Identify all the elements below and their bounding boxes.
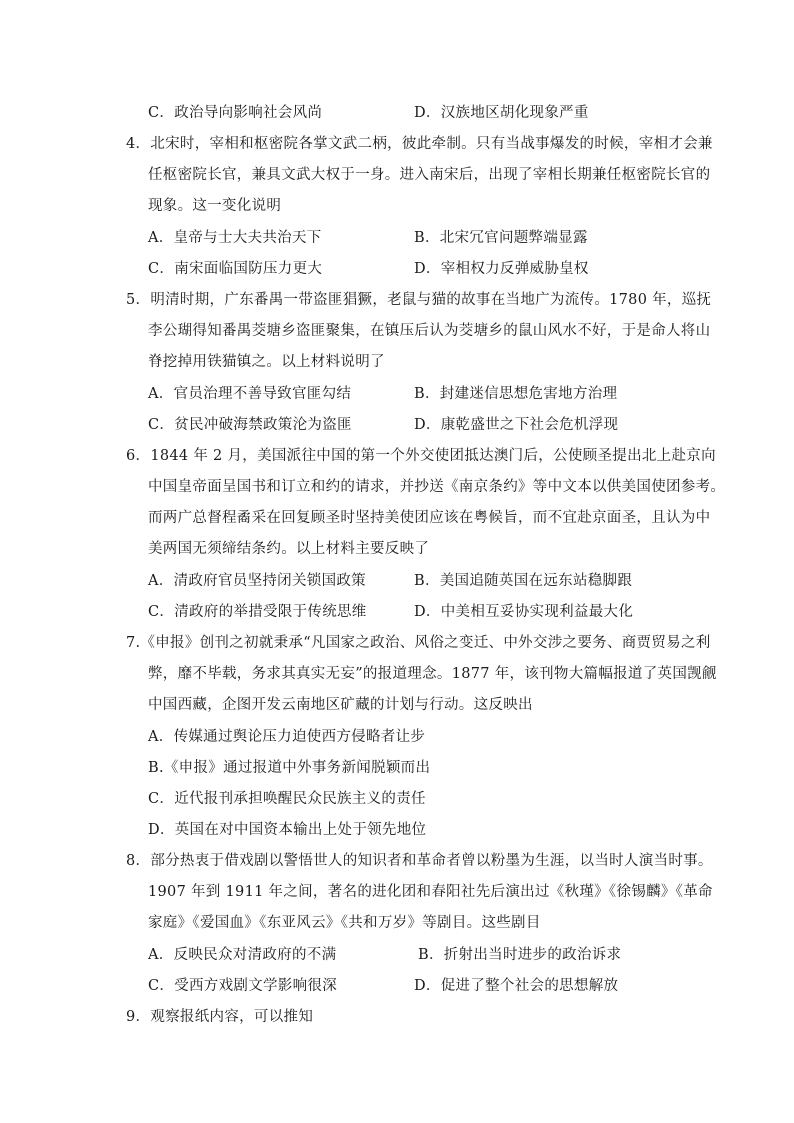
q7-stem-line-2: 弊，靡不毕载，务求其真实无妄”的报道理念。1877 年，该刊物大篇幅报道了英国觊觎	[148, 666, 717, 682]
q6-stem-line-3: 而两广总督程矞采在回复顾圣时坚持美使团应该在粤候旨，而不宜赴京面圣，且认为中	[148, 510, 711, 526]
q8-option-b: B．折射出当时进步的政治诉求	[418, 947, 622, 963]
q6-option-d: D．中美相互妥协实现利益最大化	[414, 604, 634, 620]
q7-option-a: A．传媒通过舆论压力迫使西方侵略者让步	[148, 729, 426, 745]
q8-option-a: A．反映民众对清政府的不满	[148, 947, 337, 963]
q5-option-c: C．贫民冲破海禁政策沦为盗匪	[148, 417, 352, 433]
q5-option-b: B．封建迷信思想危害地方治理	[414, 386, 618, 402]
q7-stem-line-1: 7.《申报》创刊之初就秉承“凡国家之政治、风俗之变迁、中外交涉之要务、商贾贸易之利	[126, 635, 711, 651]
q4-option-c: C．南宋面临国防压力更大	[148, 261, 323, 277]
q6-option-a: A．清政府官员坚持闭关锁国政策	[148, 573, 366, 589]
q7-stem-line-3: 中国西藏，企图开发云南地区矿藏的计划与行动。这反映出	[148, 697, 533, 713]
q6-stem-line-1: 6．1844 年 2 月，美国派往中国的第一个外交使团抵达澳门后，公使顾圣提出北上赴京向	[126, 448, 716, 464]
q9-stem-line-1: 9．观察报纸内容，可以推知	[126, 1009, 314, 1025]
q7-option-d: D．英国在对中国资本输出上处于领先地位	[148, 822, 427, 838]
q7-option-c: C．近代报刊承担唤醒民众民族主义的责任	[148, 791, 426, 807]
q4-stem-line-1: 4．北宋时，宰相和枢密院各掌文武二柄，彼此牵制。只有当战事爆发的时候，宰相才会兼	[126, 136, 713, 152]
q8-stem-line-3: 家庭》《爱国血》《东亚风云》《共和万岁》等剧目。这些剧目	[148, 915, 541, 931]
q4-option-d: D．宰相权力反弹威胁皇权	[414, 261, 589, 277]
q4-option-a: A．皇帝与士大夫共治天下	[148, 230, 322, 246]
q3-option-d: D．汉族地区胡化现象严重	[414, 105, 589, 121]
q8-option-d: D．促进了整个社会的思想解放	[414, 978, 619, 994]
q4-stem-line-2: 任枢密院长官，兼具文武大权于一身。进入南宋后，出现了宰相长期兼任枢密院长官的	[148, 167, 711, 183]
q6-stem-line-2: 中国皇帝面呈国书和订立和约的请求，并抄送《南京条约》等中文本以供美国使团参考。	[148, 479, 726, 495]
q4-stem-line-3: 现象。这一变化说明	[148, 198, 282, 214]
q8-stem-line-2: 1907 年到 1911 年之间，著名的进化团和春阳社先后演出过《秋瑾》《徐锡麟》《革命	[148, 884, 713, 900]
q6-option-c: C．清政府的举措受限于传统思维	[148, 604, 367, 620]
q5-stem-line-2: 李公瑚得知番禺茭塘乡盗匪聚集，在镇压后认为茭塘乡的鼠山风水不好，于是命人将山	[148, 323, 711, 339]
q8-stem-line-1: 8．部分热衷于借戏剧以警悟世人的知识者和革命者曾以粉墨为生涯，以当时人演当时事。	[126, 853, 713, 869]
q3-option-c: C．政治导向影响社会风尚	[148, 105, 323, 121]
q5-option-a: A．官员治理不善导致官匪勾结	[148, 386, 352, 402]
q4-option-b: B．北宋冗官问题弊端显露	[414, 230, 588, 246]
q5-stem-line-1: 5．明清时期，广东番禺一带盗匪猖獗，老鼠与猫的故事在当地广为流传。1780 年，巡抚	[126, 292, 712, 308]
q5-option-d: D．康乾盛世之下社会危机浮现	[414, 417, 619, 433]
q8-option-c: C．受西方戏剧文学影响很深	[148, 978, 337, 994]
q6-stem-line-4: 美两国无须缔结条约。以上材料主要反映了	[148, 541, 430, 557]
q5-stem-line-3: 脊挖掉用铁猫镇之。以上材料说明了	[148, 354, 385, 370]
q6-option-b: B．美国追随英国在远东站稳脚跟	[414, 573, 633, 589]
q7-option-b: B.《申报》通过报道中外事务新闻脱颖而出	[148, 760, 431, 776]
